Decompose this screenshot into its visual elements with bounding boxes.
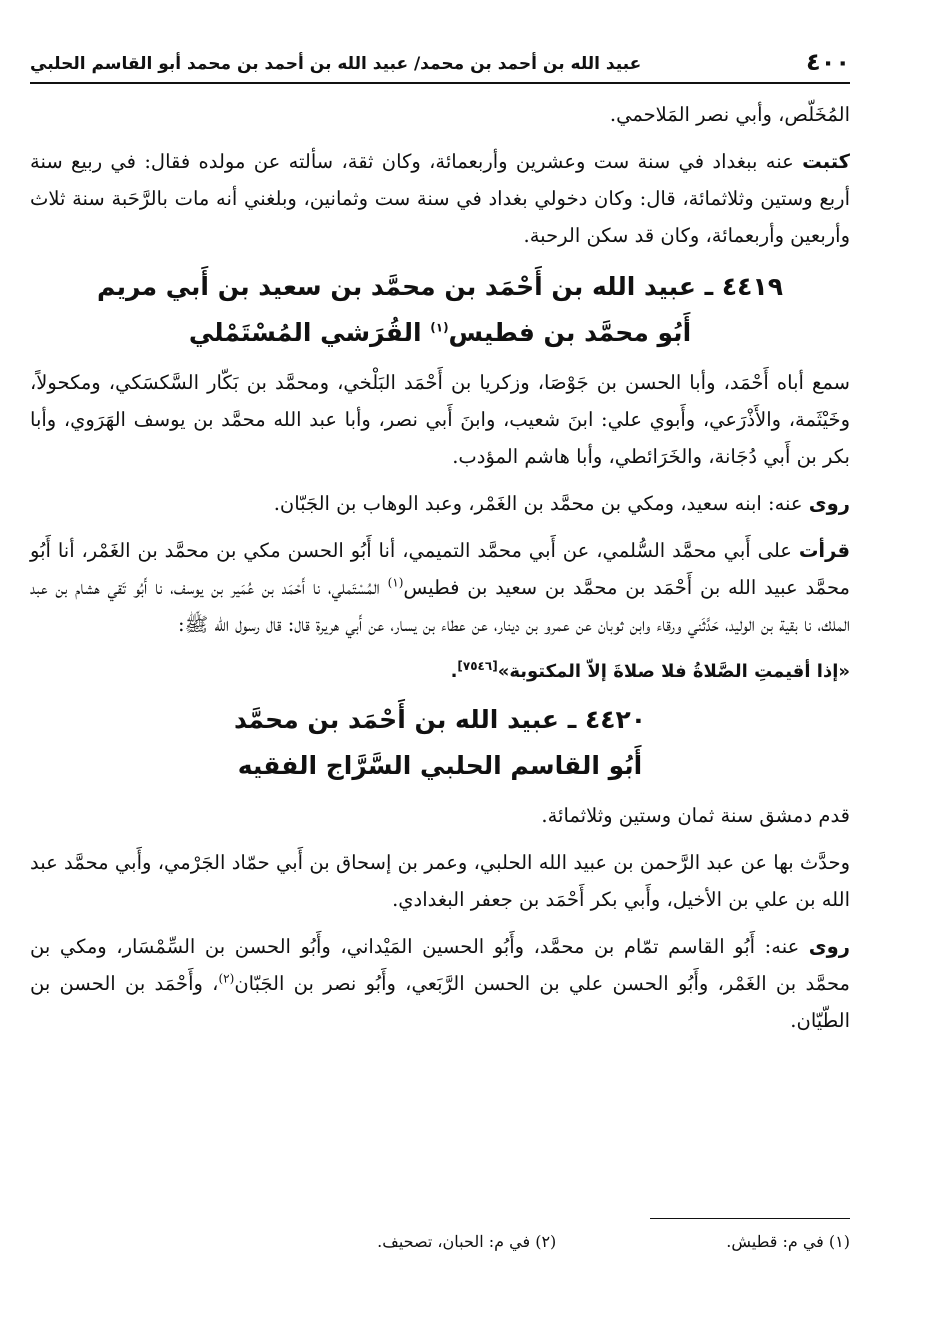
footnote-divider [650,1218,850,1219]
entry-heading-line [30,310,850,356]
paragraph-lead-word: روى [808,492,850,515]
hadith-text: «إذا أقيمتِ الصَّلاةُ فلا صلاةَ إلاّ المكتوبة»[٧٥٤٦]. [450,659,850,682]
running-head [30,40,850,84]
footnotes [30,1228,850,1256]
paragraph-text: وحدَّث بها عن عبد الرَّحمن بن عبيد الله الحلبي، وعمر بن إسحاق بن أَبي حمّاد الجَرْمي، وأَبي محمَّد عبد الله بن علي بن الأخيل، وأَبي بكر أَحْمَد بن جعفر البغدادي. [30,851,850,911]
paragraph-continuation [30,96,850,133]
entry-heading-text: القُرَشي المُسْتَمْلي [188,318,431,347]
entry-heading-line: ٤٤٢٠ ـ عبيد الله بن أَحْمَد بن محمَّد [233,705,647,734]
paragraph-text: سمع أباه أَحْمَد، وأبا الحسن بن جَوْصَا، وزكريا بن أَحْمَد البَلْخي، ومحمَّد بن بَكّار السَّكسَكي، ومكحولاً، وخَيْثَمة، والأَذْرَعي، وأَبوي علي: ابنَ شعيب، وابنَ أَبي نصر، وأبا عبد الله محمَّد بن يوسف الهَرَوي، وأبا بكر بن أَبي دُجَانة، والخَرَائطي، وأبا هاشم المؤدب. [30,371,850,468]
footnote-2: (٢) في م: الحبان، تصحيف. [377,1232,557,1251]
paragraph-lead-word: كتبت [802,150,850,173]
paragraph-teachers [30,364,850,475]
entry-heading-line: أَبُو القاسم الحلبي السَّرَّاج الفقيه [237,751,643,780]
entry-heading-4419 [30,264,850,356]
hadith-quote: «إذا أقيمتِ الصَّلاةُ فلا صلاةَ إلاّ المكتوبة» [497,661,850,682]
paragraph-text: ، وأَحْمَد بن الحسن بن الطّيّان. [30,972,850,1032]
paragraph-text: المُخَلّص، وأبي نصر المَلاحمي. [609,103,850,126]
paragraph-lead-word: روى [808,935,850,958]
paragraph-text: عنه ببغداد في سنة ست وعشرين وأربعمائة، وكان ثقة، سألته عن مولده فقال: في ربيع سنة أربع وستين وثلاثمائة، قال: وكان دخولي بغداد في سنة ست وثمانين، وبلغني أنه مات بالرَّحَبة سنة ثلاث وأربعين وأربعمائة، وكان قد سكن الرحبة. [30,150,850,247]
page-number: ٤٠٠ [806,48,850,76]
paragraph-text: عنه: أَبُو القاسم تمّام بن محمَّد، وأَبُو الحسين المَيْداني، وأَبُو الحسن بن السِّمْسَار، ومكي بن محمَّد بن الغَمْر، وأَبُو الحسن علي بن الحسن الرَّبَعي، وأَبُو نصر بن الجَبّان [30,935,851,995]
paragraph-narrators [30,928,850,1039]
paragraph-birth-death [30,143,850,254]
paragraph-narrated-from [30,844,850,918]
entry-heading-line: ٤٤١٩ ـ عبيد الله بن أَحْمَد بن محمَّد بن سعيد بن أَبي مريم [97,272,783,301]
running-title: عبيد الله بن أحمد بن محمد/ عبيد الله بن أحمد بن محمد أبو القاسم الحلبي [30,54,642,74]
footnote-marker: (٢) [218,971,235,986]
paragraph-arrival [30,797,850,834]
page-body [30,96,850,1049]
paragraph-text: عنه: ابنه سعيد، ومكي بن محمَّد بن الغَمْر، وعبد الوهاب بن الجَبّان. [273,492,809,515]
paragraph-text: المُسْتَملي، نا أَحْمَد بن عُمَير بن يوسف، نا أَبُو تَقي هشام بن عبد الملك، نا بقية بن الوليد، حَدَّثَني ورقاء وابن ثوبان عن عمرو بن دينار، عن عطاء بن يسار، عن أَبي هريرة قال: قال رسول الله ﷺ: [30,576,850,636]
paragraph-lead-word: قرأت [798,539,850,562]
paragraph-text: قدم دمشق سنة ثمان وستين وثلاثمائة. [541,804,850,827]
entry-heading-4420 [30,697,850,789]
paragraph-text: على أَبي محمَّد السُّلمي، عن أَبي محمَّد التميمي، أنا أَبُو الحسن مكي بن محمَّد بن الغَمْر، أنا أَبُو محمَّد عبيد الله بن أَحْمَد بن محمَّد بن سعيد بن فطيس [30,539,850,599]
book-page [30,0,850,1343]
entry-heading-text: أَبُو محمَّد بن فطيس [448,318,692,347]
hadith-reference: [٧٥٤٦] [457,659,498,673]
paragraph-narrators [30,485,850,522]
footnote-1: (١) في م: قطيش. [726,1232,850,1251]
paragraph-isnad [30,532,850,643]
footnote-marker: (١) [387,575,404,590]
footnote-marker: (١) [430,320,449,335]
